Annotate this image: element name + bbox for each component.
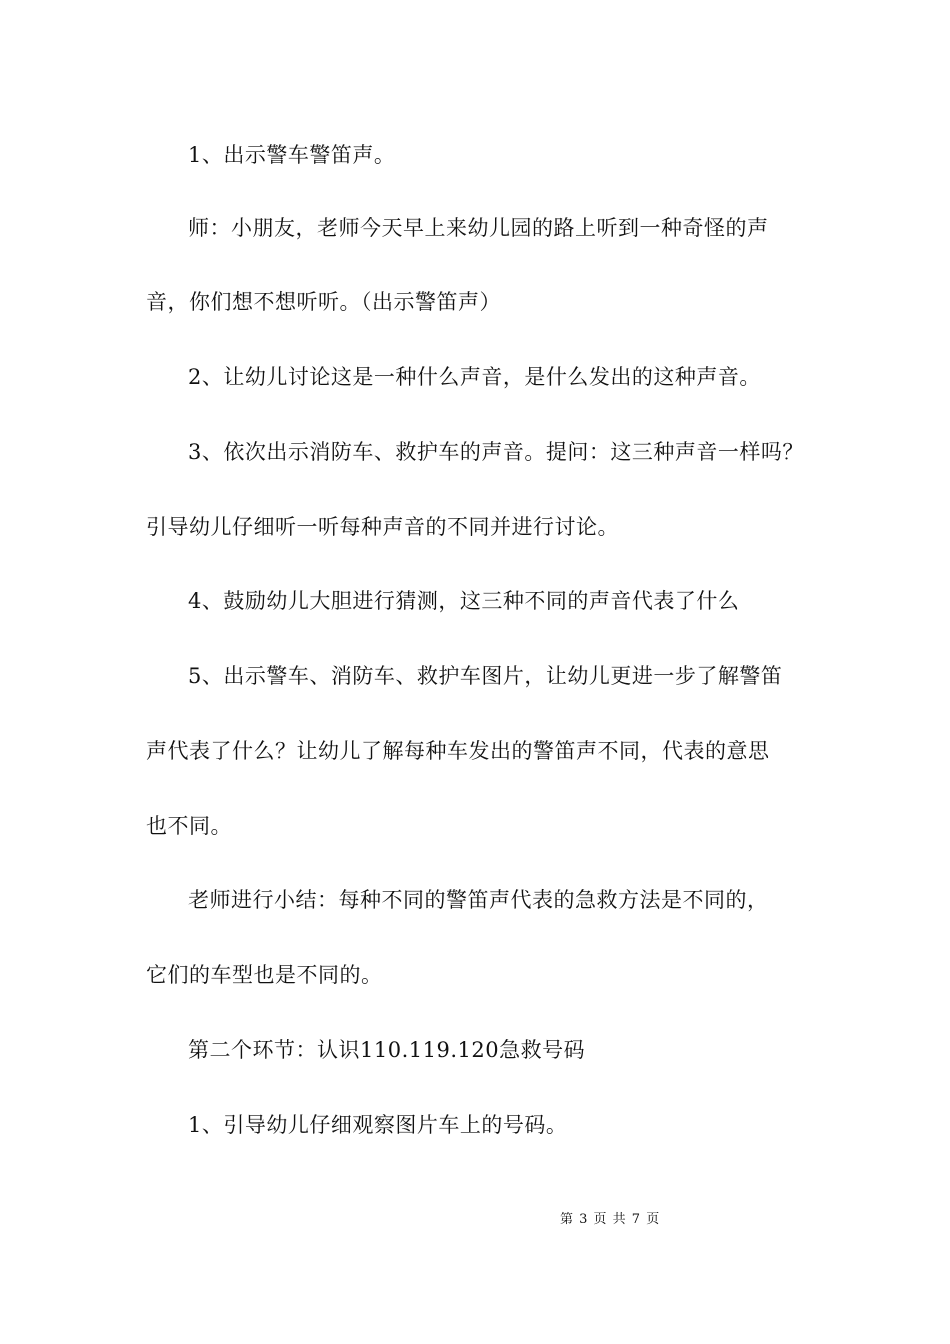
paragraph-line: 3、依次出示消防车、救护车的声音。提问：这三种声音一样吗？ (188, 440, 804, 464)
paragraph-line: 音，你们想不想听听。（出示警笛声） (146, 290, 501, 314)
section-heading: 第二个环节：认识110.119.120急救号码 (188, 1038, 586, 1062)
paragraph-line: 老师进行小结：每种不同的警笛声代表的急救方法是不同的， (188, 888, 769, 912)
paragraph-line: 声代表了什么？让幼儿了解每种车发出的警笛声不同，代表的意思 (146, 739, 770, 763)
paragraph-line: 也不同。 (146, 814, 232, 838)
page-number-footer: 第 3 页 共 7 页 (560, 1212, 661, 1227)
paragraph-line: 5、出示警车、消防车、救护车图片，让幼儿更进一步了解警笛 (188, 664, 783, 688)
paragraph-line: 它们的车型也是不同的。 (146, 963, 383, 987)
paragraph-line: 师：小朋友，老师今天早上来幼儿园的路上听到一种奇怪的声 (188, 216, 769, 240)
paragraph-line: 1、出示警车警笛声。 (188, 143, 396, 167)
paragraph-line: 2、让幼儿讨论这是一种什么声音，是什么发出的这种声音。 (188, 365, 761, 389)
paragraph-line: 4、鼓励幼儿大胆进行猜测，这三种不同的声音代表了什么 (188, 589, 740, 613)
paragraph-line: 引导幼儿仔细听一听每种声音的不同并进行讨论。 (146, 515, 619, 539)
paragraph-line: 1、引导幼儿仔细观察图片车上的号码。 (188, 1113, 568, 1137)
